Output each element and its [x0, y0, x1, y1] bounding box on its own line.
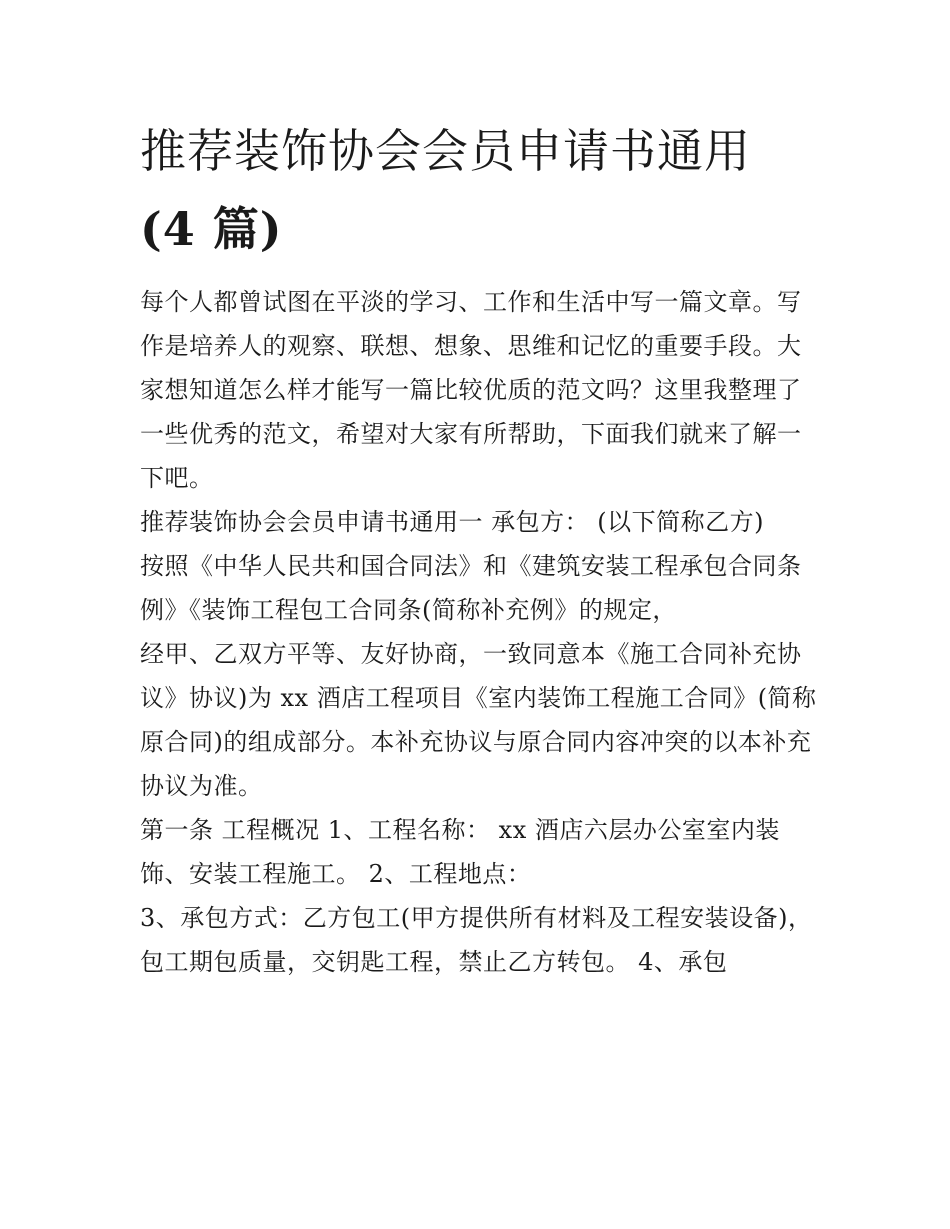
title-line-1: 推荐装饰协会会员申请书通用: [140, 124, 751, 178]
paragraph-contract-method: 3、承包方式：乙方包工(甲方提供所有材料及工程安装设备)，包工期包质量，交钥匙工程，禁止乙方转包。 4、承包: [140, 904, 813, 976]
paragraph-intro: 每个人都曾试图在平淡的学习、工作和生活中写一篇文章。写作是培养人的观察、联想、想象、思维和记忆的重要手段。大家想知道怎么样才能写一篇比较优质的范文吗？这里我整理了一些优秀的范文，希望对大家有所帮助，下面我们就来了解一下吧。: [140, 288, 802, 492]
paragraph-legal-basis: 按照《中华人民共和国合同法》和《建筑安装工程承包合同条例》《装饰工程包工合同条(简称补充例》的规定，: [140, 552, 802, 624]
document-title: [140, 112, 830, 268]
title-line-2: (4 篇): [140, 202, 283, 256]
paragraph-contractor: 推荐装饰协会会员申请书通用一 承包方： (以下简称乙方): [140, 508, 764, 536]
paragraph-article-one: 第一条 工程概况 1、工程名称： xx 酒店六层办公室室内装饰、安装工程施工。 2、工程地点：: [140, 816, 780, 888]
document-body: [140, 280, 820, 984]
paragraph-agreement: 经甲、乙双方平等、友好协商，一致同意本《施工合同补充协议》协议)为 xx 酒店工程项目《室内装饰工程施工合同》(简称原合同)的组成部分。本补充协议与原合同内容冲突的以本补充协议为准。: [140, 640, 817, 800]
